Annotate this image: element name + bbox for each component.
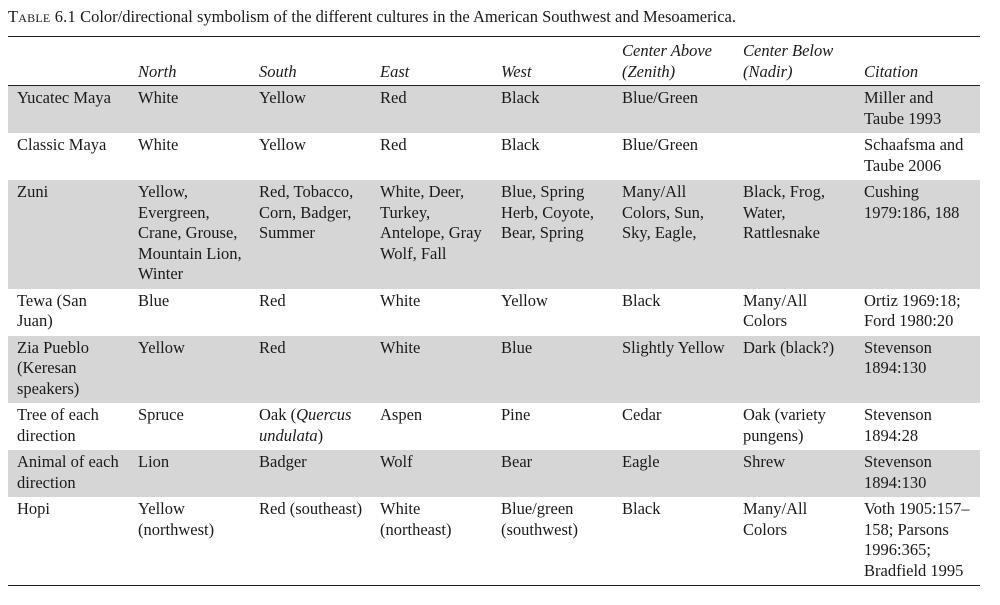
table-cell: Slightly Yellow [613, 336, 734, 404]
table-cell: Schaafsma and Taube 2006 [855, 133, 980, 180]
table-cell: Black, Frog, Water, Rattlesnake [734, 180, 855, 289]
row-label-cell: Yucatec Maya [8, 86, 129, 134]
table-cell: White [371, 336, 492, 404]
table-row [8, 289, 980, 336]
table-cell: White [129, 86, 250, 134]
row-label-cell: Tewa (San Juan) [8, 289, 129, 336]
table-cell: Voth 1905:157–158; Parsons 1996:365; Bradfield 1995 [855, 497, 980, 586]
table-cell: Red [371, 86, 492, 134]
caption-text: Color/directional symbolism of the different cultures in the American Southwest and Mesoamerica. [75, 7, 736, 26]
table-cell: White [371, 289, 492, 336]
table-cell: Black [492, 133, 613, 180]
row-label-cell: Zia Pueblo (Keresan speakers) [8, 336, 129, 404]
table-caption [8, 7, 992, 27]
cell-text: Oak ( [259, 405, 297, 424]
table-cell: Yellow [492, 289, 613, 336]
table-body [8, 86, 980, 586]
table-cell: Eagle [613, 450, 734, 497]
table-cell: Stevenson 1894:28 [855, 403, 980, 450]
table-cell: Lion [129, 450, 250, 497]
cell-text: ) [317, 425, 324, 445]
table-cell: Black [613, 497, 734, 586]
table-cell: Badger [250, 450, 371, 497]
table-cell: Blue [492, 336, 613, 404]
table-cell: White, Deer, Turkey, Antelope, Gray Wolf, Fall [371, 180, 492, 289]
table-row [8, 180, 980, 289]
table-cell: Wolf [371, 450, 492, 497]
table-cell: Many/All Colors [734, 497, 855, 586]
row-label-cell: Tree of each direction [8, 403, 129, 450]
row-label-cell: Animal of each direction [8, 450, 129, 497]
table-row [8, 497, 980, 586]
table-cell: Red [250, 336, 371, 404]
table-cell: White [129, 133, 250, 180]
row-label-cell: Zuni [8, 180, 129, 289]
table-cell: Red (southeast) [250, 497, 371, 586]
table-cell: Blue/green (southwest) [492, 497, 613, 586]
table-cell: Red [250, 289, 371, 336]
row-label-cell: Classic Maya [8, 133, 129, 180]
table-cell: Oak (variety pungens) [734, 403, 855, 450]
table-cell: Cedar [613, 403, 734, 450]
table-cell: Spruce [129, 403, 250, 450]
symbolism-table [8, 36, 980, 586]
table-cell: Blue/Green [613, 133, 734, 180]
table-cell [734, 86, 855, 134]
column-header: West [492, 37, 613, 86]
table-cell: Many/All Colors [734, 289, 855, 336]
header-row [8, 37, 980, 86]
column-header: South [250, 37, 371, 86]
species-name: Quercus undulata [259, 405, 352, 445]
table-cell: Stevenson 1894:130 [855, 450, 980, 497]
table-cell: Black [492, 86, 613, 134]
table-cell: Red, Tobacco, Corn, Badger, Summer [250, 180, 371, 289]
table-cell: Dark (black?) [734, 336, 855, 404]
table-number: Table 6.1 [8, 7, 76, 26]
table-cell: Yellow, Evergreen, Crane, Grouse, Mountain Lion, Winter [129, 180, 250, 289]
table-cell [250, 403, 371, 450]
table-head [8, 37, 980, 86]
table-cell: Many/All Colors, Sun, Sky, Eagle, [613, 180, 734, 289]
row-label-cell: Hopi [8, 497, 129, 586]
column-header: East [371, 37, 492, 86]
table-cell: Red [371, 133, 492, 180]
table-cell: Yellow [250, 86, 371, 134]
table-cell: Blue, Spring Herb, Coyote, Bear, Spring [492, 180, 613, 289]
table-cell: Yellow [129, 336, 250, 404]
table-cell: Miller and Taube 1993 [855, 86, 980, 134]
column-header: Citation [855, 37, 980, 86]
table-cell: Blue/Green [613, 86, 734, 134]
table-row [8, 450, 980, 497]
table-cell: White (northeast) [371, 497, 492, 586]
table-row [8, 86, 980, 134]
table-cell: Bear [492, 450, 613, 497]
column-header: Center Below (Nadir) [734, 37, 855, 86]
table-cell: Yellow [250, 133, 371, 180]
column-header [8, 37, 129, 86]
table-row [8, 403, 980, 450]
table-cell: Stevenson 1894:130 [855, 336, 980, 404]
table-cell: Pine [492, 403, 613, 450]
table-cell: Shrew [734, 450, 855, 497]
table-cell: Black [613, 289, 734, 336]
column-header: North [129, 37, 250, 86]
table-cell: Ortiz 1969:18; Ford 1980:20 [855, 289, 980, 336]
table-cell: Yellow (northwest) [129, 497, 250, 586]
table-row [8, 133, 980, 180]
table-cell: Aspen [371, 403, 492, 450]
table-cell: Blue [129, 289, 250, 336]
table-row [8, 336, 980, 404]
table-cell: Cushing 1979:186, 188 [855, 180, 980, 289]
column-header: Center Above (Zenith) [613, 37, 734, 86]
table-cell [734, 133, 855, 180]
